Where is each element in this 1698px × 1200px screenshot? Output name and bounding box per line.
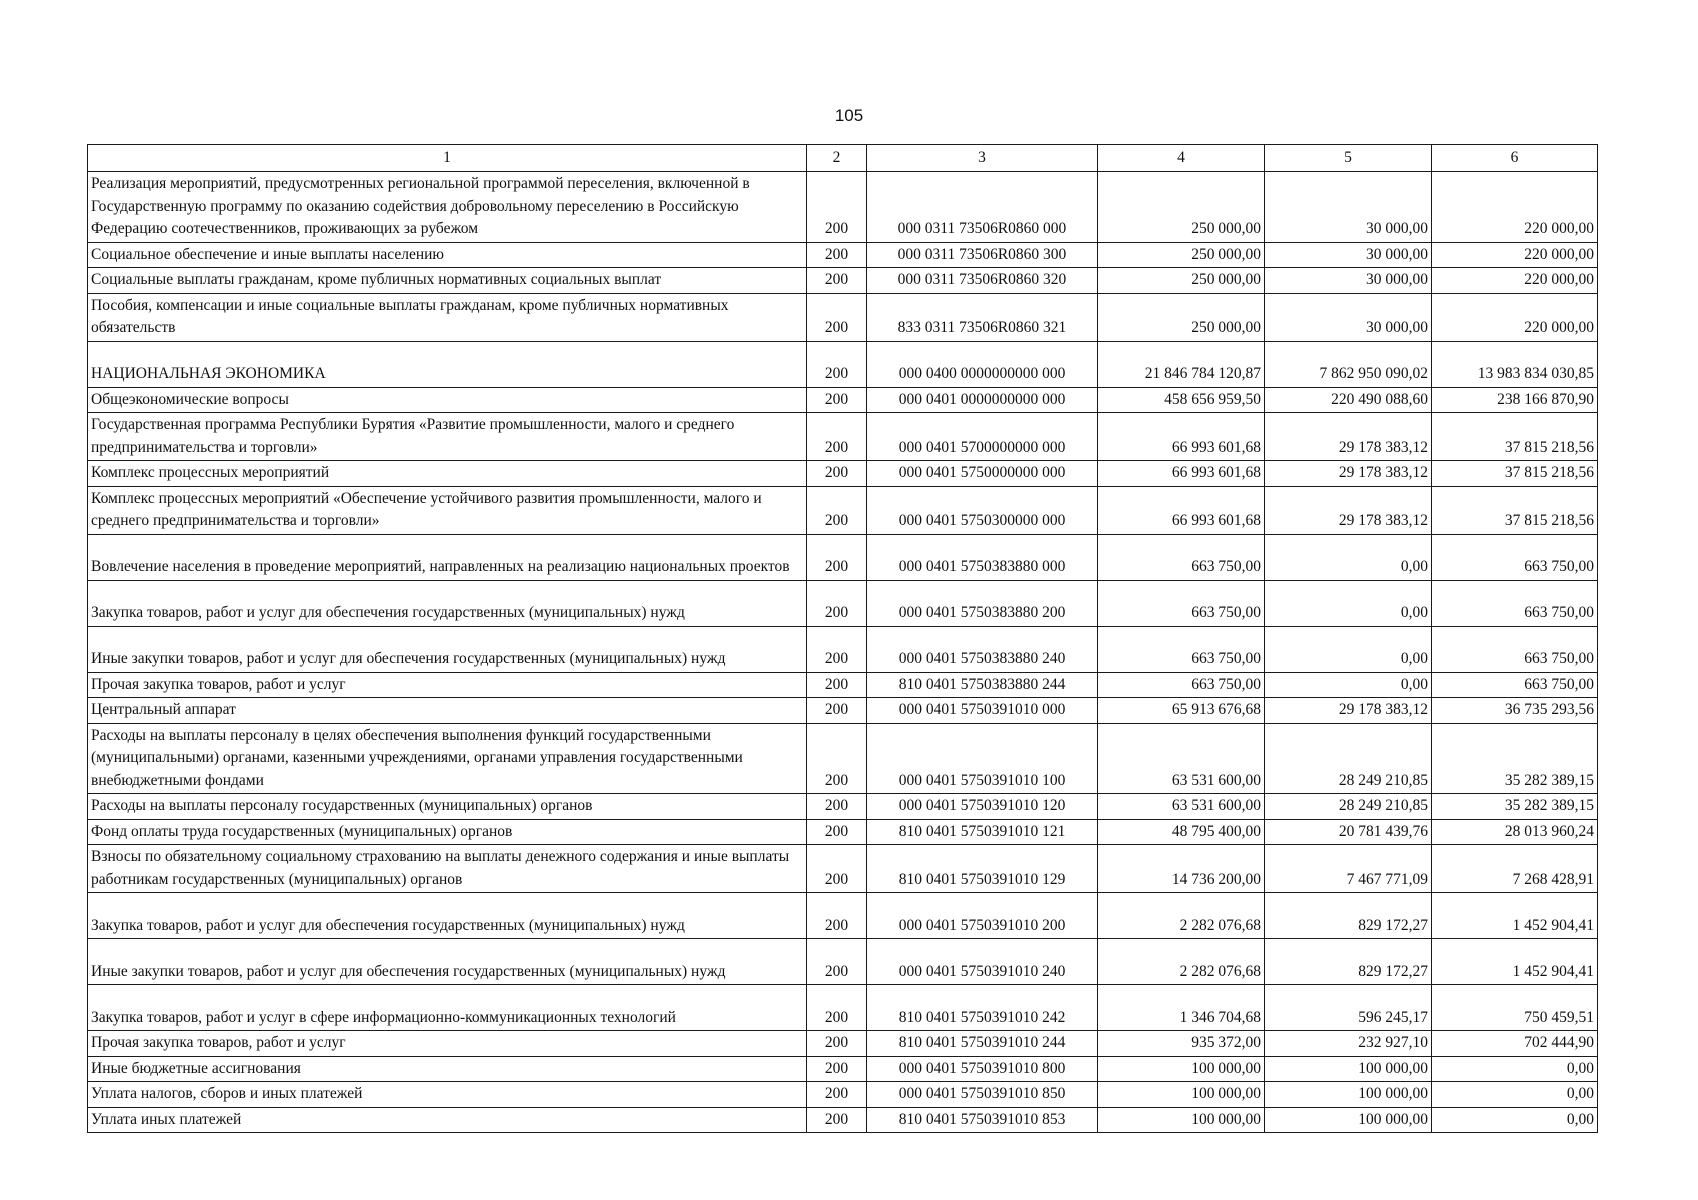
table-row: [88, 1082, 1598, 1108]
row-code-cell: 200: [807, 341, 867, 387]
row-value-col5-cell: 829 172,27: [1265, 939, 1432, 985]
row-code-cell: 200: [807, 268, 867, 294]
row-value-col5-cell: 29 178 383,12: [1265, 461, 1432, 487]
table-row: [88, 242, 1598, 268]
page-number: 105: [834, 106, 864, 125]
row-classification-cell: 000 0401 0000000000 000: [867, 387, 1098, 413]
row-value-col5-cell: 220 490 088,60: [1265, 387, 1432, 413]
row-classification-cell: 000 0400 0000000000 000: [867, 341, 1098, 387]
table-row: [88, 172, 1598, 243]
row-value-col6-cell: 702 444,90: [1432, 1031, 1598, 1057]
row-code-cell: 200: [807, 1031, 867, 1057]
row-code-cell: 200: [807, 939, 867, 985]
row-value-col4-cell: 663 750,00: [1098, 672, 1265, 698]
row-value-col6-cell: 220 000,00: [1432, 172, 1598, 243]
table-row: [88, 341, 1598, 387]
row-value-col6-cell: 1 452 904,41: [1432, 939, 1598, 985]
header-cell: 5: [1265, 145, 1432, 172]
row-classification-cell: 810 0401 5750391010 121: [867, 819, 1098, 845]
row-code-cell: 200: [807, 242, 867, 268]
row-value-col5-cell: 30 000,00: [1265, 242, 1432, 268]
row-value-col5-cell: 0,00: [1265, 626, 1432, 672]
row-classification-cell: 000 0401 5750383880 240: [867, 626, 1098, 672]
row-value-col6-cell: 37 815 218,56: [1432, 486, 1598, 534]
row-name-cell: Социальное обеспечение и иные выплаты населению: [88, 242, 807, 268]
table-row: [88, 893, 1598, 939]
row-value-col5-cell: 30 000,00: [1265, 293, 1432, 341]
row-classification-cell: 000 0401 5750391010 240: [867, 939, 1098, 985]
row-name-cell: Расходы на выплаты персоналу в целях обеспечения выполнения функций государственными (муниципальными) органами, казенными учреждениями, органами управления государственными внебюджетными фондами: [88, 723, 807, 794]
row-name-cell: Иные закупки товаров, работ и услуг для обеспечения государственных (муниципальных) нужд: [88, 939, 807, 985]
row-code-cell: 200: [807, 293, 867, 341]
header-cell: 4: [1098, 145, 1265, 172]
row-name-cell: Вовлечение населения в проведение мероприятий, направленных на реализацию национальных проектов: [88, 534, 807, 580]
row-code-cell: 200: [807, 672, 867, 698]
table-row: [88, 698, 1598, 724]
table-row: [88, 413, 1598, 461]
row-value-col6-cell: 1 452 904,41: [1432, 893, 1598, 939]
row-value-col6-cell: 0,00: [1432, 1056, 1598, 1082]
row-value-col4-cell: 100 000,00: [1098, 1082, 1265, 1108]
table-row: [88, 939, 1598, 985]
row-value-col5-cell: 29 178 383,12: [1265, 698, 1432, 724]
row-value-col6-cell: 663 750,00: [1432, 672, 1598, 698]
row-value-col5-cell: 30 000,00: [1265, 268, 1432, 294]
table-row: [88, 268, 1598, 294]
row-code-cell: 200: [807, 985, 867, 1031]
row-value-col4-cell: 250 000,00: [1098, 268, 1265, 294]
row-classification-cell: 810 0401 5750391010 244: [867, 1031, 1098, 1057]
table-row: [88, 985, 1598, 1031]
row-name-cell: Прочая закупка товаров, работ и услуг: [88, 672, 807, 698]
row-code-cell: 200: [807, 534, 867, 580]
row-name-cell: Прочая закупка товаров, работ и услуг: [88, 1031, 807, 1057]
row-value-col6-cell: 13 983 834 030,85: [1432, 341, 1598, 387]
table-row: [88, 672, 1598, 698]
row-value-col4-cell: 100 000,00: [1098, 1056, 1265, 1082]
row-classification-cell: 000 0401 5750000000 000: [867, 461, 1098, 487]
row-value-col4-cell: 1 346 704,68: [1098, 985, 1265, 1031]
row-classification-cell: 810 0401 5750383880 244: [867, 672, 1098, 698]
row-name-cell: Закупка товаров, работ и услуг для обеспечения государственных (муниципальных) нужд: [88, 580, 807, 626]
row-classification-cell: 000 0401 5750300000 000: [867, 486, 1098, 534]
table-row: [88, 293, 1598, 341]
row-code-cell: 200: [807, 845, 867, 893]
row-value-col6-cell: 220 000,00: [1432, 242, 1598, 268]
table-row: [88, 1107, 1598, 1133]
row-value-col5-cell: 20 781 439,76: [1265, 819, 1432, 845]
row-value-col5-cell: 0,00: [1265, 534, 1432, 580]
row-classification-cell: 000 0401 5750391010 100: [867, 723, 1098, 794]
row-value-col4-cell: 2 282 076,68: [1098, 939, 1265, 985]
row-value-col5-cell: 100 000,00: [1265, 1082, 1432, 1108]
row-value-col6-cell: 220 000,00: [1432, 268, 1598, 294]
header-row: [88, 145, 1598, 172]
row-value-col4-cell: 663 750,00: [1098, 580, 1265, 626]
table-row: [88, 794, 1598, 820]
row-classification-cell: 810 0401 5750391010 853: [867, 1107, 1098, 1133]
row-value-col4-cell: 663 750,00: [1098, 626, 1265, 672]
row-value-col4-cell: 250 000,00: [1098, 242, 1265, 268]
row-value-col6-cell: 7 268 428,91: [1432, 845, 1598, 893]
row-name-cell: Иные бюджетные ассигнования: [88, 1056, 807, 1082]
row-classification-cell: 000 0401 5750391010 800: [867, 1056, 1098, 1082]
row-value-col6-cell: 0,00: [1432, 1082, 1598, 1108]
table-row: [88, 387, 1598, 413]
row-value-col4-cell: 458 656 959,50: [1098, 387, 1265, 413]
row-name-cell: Уплата налогов, сборов и иных платежей: [88, 1082, 807, 1108]
row-value-col6-cell: 663 750,00: [1432, 580, 1598, 626]
row-value-col4-cell: 63 531 600,00: [1098, 794, 1265, 820]
row-code-cell: 200: [807, 486, 867, 534]
row-name-cell: Расходы на выплаты персоналу государственных (муниципальных) органов: [88, 794, 807, 820]
row-name-cell: Пособия, компенсации и иные социальные выплаты гражданам, кроме публичных нормативных обязательств: [88, 293, 807, 341]
row-classification-cell: 000 0311 73506R0860 320: [867, 268, 1098, 294]
table-row: [88, 819, 1598, 845]
row-name-cell: Закупка товаров, работ и услуг для обеспечения государственных (муниципальных) нужд: [88, 893, 807, 939]
row-value-col6-cell: 238 166 870,90: [1432, 387, 1598, 413]
row-name-cell: Общеэкономические вопросы: [88, 387, 807, 413]
row-value-col5-cell: 29 178 383,12: [1265, 486, 1432, 534]
row-value-col5-cell: 29 178 383,12: [1265, 413, 1432, 461]
row-code-cell: 200: [807, 461, 867, 487]
row-value-col6-cell: 220 000,00: [1432, 293, 1598, 341]
row-value-col6-cell: 35 282 389,15: [1432, 723, 1598, 794]
row-value-col4-cell: 21 846 784 120,87: [1098, 341, 1265, 387]
header-cell: 6: [1432, 145, 1598, 172]
row-code-cell: 200: [807, 413, 867, 461]
row-name-cell: Государственная программа Республики Бурятия «Развитие промышленности, малого и среднего предпринимательства и торговли»: [88, 413, 807, 461]
row-name-cell: НАЦИОНАЛЬНАЯ ЭКОНОМИКА: [88, 341, 807, 387]
row-name-cell: Закупка товаров, работ и услуг в сфере информационно-коммуникационных технологий: [88, 985, 807, 1031]
row-value-col5-cell: 100 000,00: [1265, 1107, 1432, 1133]
row-name-cell: Комплекс процессных мероприятий: [88, 461, 807, 487]
row-code-cell: 200: [807, 626, 867, 672]
row-code-cell: 200: [807, 1107, 867, 1133]
row-classification-cell: 810 0401 5750391010 242: [867, 985, 1098, 1031]
row-value-col6-cell: 36 735 293,56: [1432, 698, 1598, 724]
row-code-cell: 200: [807, 893, 867, 939]
row-value-col6-cell: 663 750,00: [1432, 534, 1598, 580]
row-value-col5-cell: 829 172,27: [1265, 893, 1432, 939]
budget-table: [87, 144, 1598, 1133]
row-value-col4-cell: 14 736 200,00: [1098, 845, 1265, 893]
row-value-col4-cell: 65 913 676,68: [1098, 698, 1265, 724]
row-value-col6-cell: 0,00: [1432, 1107, 1598, 1133]
row-classification-cell: 810 0401 5750391010 129: [867, 845, 1098, 893]
row-value-col4-cell: 63 531 600,00: [1098, 723, 1265, 794]
row-classification-cell: 000 0401 5750391010 120: [867, 794, 1098, 820]
table-row: [88, 580, 1598, 626]
row-classification-cell: 000 0401 5750391010 850: [867, 1082, 1098, 1108]
row-code-cell: 200: [807, 819, 867, 845]
table-row: [88, 723, 1598, 794]
table-row: [88, 626, 1598, 672]
row-code-cell: 200: [807, 172, 867, 243]
row-value-col5-cell: 7 467 771,09: [1265, 845, 1432, 893]
row-name-cell: Центральный аппарат: [88, 698, 807, 724]
header-cell: 3: [867, 145, 1098, 172]
row-classification-cell: 000 0401 5750391010 000: [867, 698, 1098, 724]
row-value-col6-cell: 663 750,00: [1432, 626, 1598, 672]
table-row: [88, 534, 1598, 580]
row-value-col5-cell: 30 000,00: [1265, 172, 1432, 243]
header-cell: 2: [807, 145, 867, 172]
row-code-cell: 200: [807, 698, 867, 724]
row-value-col6-cell: 37 815 218,56: [1432, 413, 1598, 461]
row-value-col4-cell: 250 000,00: [1098, 293, 1265, 341]
table-row: [88, 1056, 1598, 1082]
row-value-col6-cell: 750 459,51: [1432, 985, 1598, 1031]
row-value-col4-cell: 100 000,00: [1098, 1107, 1265, 1133]
row-value-col5-cell: 7 862 950 090,02: [1265, 341, 1432, 387]
row-value-col4-cell: 66 993 601,68: [1098, 486, 1265, 534]
row-value-col6-cell: 35 282 389,15: [1432, 794, 1598, 820]
row-value-col4-cell: 250 000,00: [1098, 172, 1265, 243]
row-code-cell: 200: [807, 794, 867, 820]
row-classification-cell: 000 0401 5750391010 200: [867, 893, 1098, 939]
row-value-col5-cell: 28 249 210,85: [1265, 723, 1432, 794]
row-value-col4-cell: 66 993 601,68: [1098, 461, 1265, 487]
row-name-cell: Фонд оплаты труда государственных (муниципальных) органов: [88, 819, 807, 845]
row-code-cell: 200: [807, 387, 867, 413]
row-name-cell: Взносы по обязательному социальному страхованию на выплаты денежного содержания и иные выплаты работникам государственных (муниципальных) органов: [88, 845, 807, 893]
row-value-col4-cell: 66 993 601,68: [1098, 413, 1265, 461]
table-row: [88, 845, 1598, 893]
row-value-col4-cell: 2 282 076,68: [1098, 893, 1265, 939]
row-classification-cell: 833 0311 73506R0860 321: [867, 293, 1098, 341]
row-code-cell: 200: [807, 1056, 867, 1082]
row-name-cell: Социальные выплаты гражданам, кроме публичных нормативных социальных выплат: [88, 268, 807, 294]
row-classification-cell: 000 0401 5700000000 000: [867, 413, 1098, 461]
row-value-col6-cell: 28 013 960,24: [1432, 819, 1598, 845]
row-name-cell: Уплата иных платежей: [88, 1107, 807, 1133]
row-classification-cell: 000 0401 5750383880 000: [867, 534, 1098, 580]
row-value-col5-cell: 100 000,00: [1265, 1056, 1432, 1082]
row-code-cell: 200: [807, 1082, 867, 1108]
row-value-col6-cell: 37 815 218,56: [1432, 461, 1598, 487]
table-row: [88, 461, 1598, 487]
row-value-col4-cell: 48 795 400,00: [1098, 819, 1265, 845]
row-value-col5-cell: 28 249 210,85: [1265, 794, 1432, 820]
table-row: [88, 486, 1598, 534]
row-value-col5-cell: 0,00: [1265, 672, 1432, 698]
row-value-col4-cell: 663 750,00: [1098, 534, 1265, 580]
header-cell: 1: [88, 145, 807, 172]
row-code-cell: 200: [807, 723, 867, 794]
row-name-cell: Комплекс процессных мероприятий «Обеспечение устойчивого развития промышленности, малого и среднего предпринимательства и торговли»: [88, 486, 807, 534]
row-name-cell: Реализация мероприятий, предусмотренных региональной программой переселения, включенной в Государственную программу по оказанию содействия добровольному переселению в Российскую Федерацию соотечественников, проживающих за рубежом: [88, 172, 807, 243]
row-classification-cell: 000 0401 5750383880 200: [867, 580, 1098, 626]
row-classification-cell: 000 0311 73506R0860 300: [867, 242, 1098, 268]
row-value-col5-cell: 0,00: [1265, 580, 1432, 626]
row-value-col5-cell: 596 245,17: [1265, 985, 1432, 1031]
row-classification-cell: 000 0311 73506R0860 000: [867, 172, 1098, 243]
row-value-col4-cell: 935 372,00: [1098, 1031, 1265, 1057]
row-value-col5-cell: 232 927,10: [1265, 1031, 1432, 1057]
table-row: [88, 1031, 1598, 1057]
row-code-cell: 200: [807, 580, 867, 626]
row-name-cell: Иные закупки товаров, работ и услуг для обеспечения государственных (муниципальных) нужд: [88, 626, 807, 672]
